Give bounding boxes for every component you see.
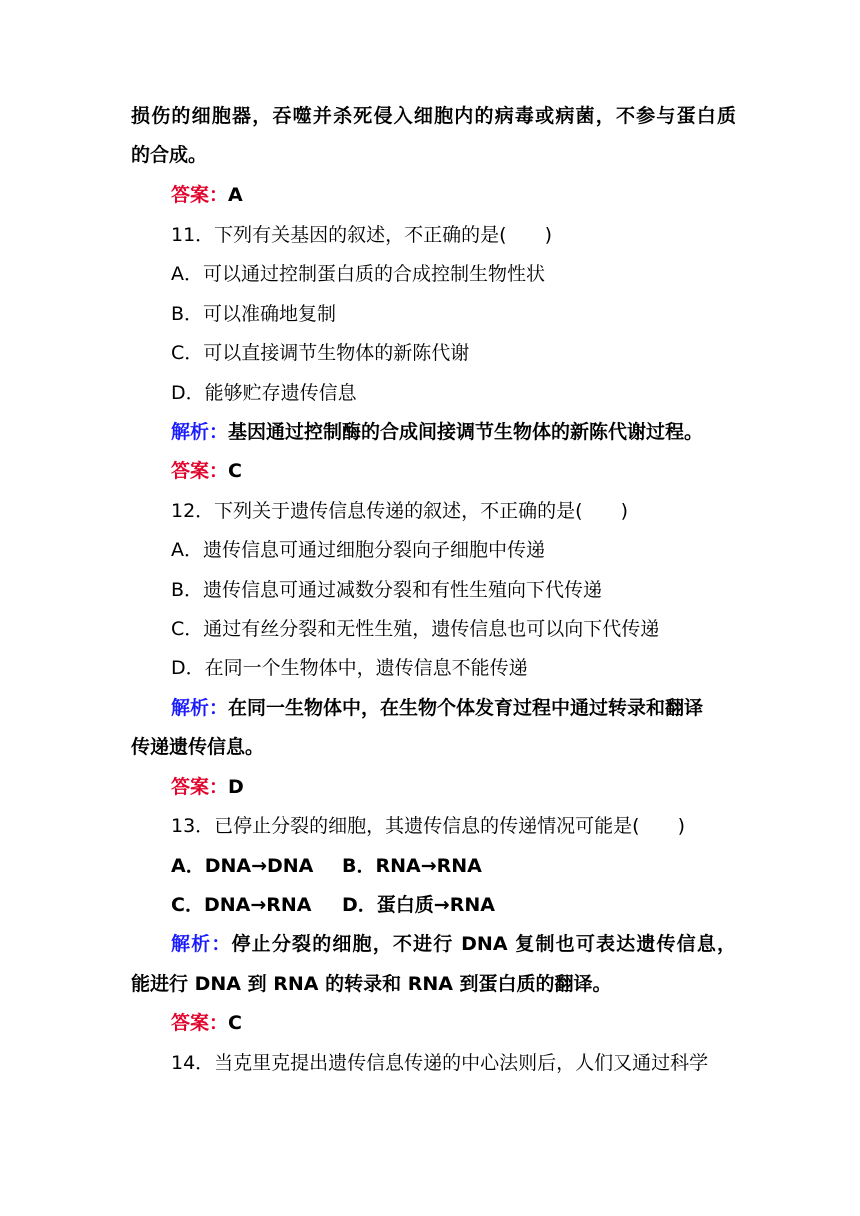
intro-line-2: 的合成。: [131, 144, 208, 166]
analysis-text: 在同一生物体中，在生物个体发育过程中通过转录和翻译: [228, 697, 704, 719]
question-13-option-b: B．RNA→RNA: [342, 855, 482, 877]
question-14-stem: 14．当克里克提出遗传信息传递的中心法则后，人们又通过科学: [171, 1052, 709, 1074]
analysis-label: 解析：: [171, 697, 229, 719]
question-13-analysis-line-1: [171, 931, 736, 957]
question-12-answer: [171, 774, 736, 800]
answer-value: A: [228, 184, 243, 206]
analysis-text: 停止分裂的细胞，不进行 DNA 复制也可表达遗传信息，: [231, 933, 736, 955]
question-12-stem: 12．下列关于遗传信息传递的叙述，不正确的是( ): [171, 500, 629, 522]
question-13-analysis-line-2: 能进行 DNA 到 RNA 的转录和 RNA 到蛋白质的翻译。: [131, 973, 612, 995]
question-12-option-a: A．遗传信息可通过细胞分裂向子细胞中传递: [171, 539, 545, 561]
question-11-option-d: D．能够贮存遗传信息: [171, 382, 357, 404]
answer-value: C: [228, 460, 242, 482]
question-12-option-c: C．通过有丝分裂和无性生殖，遗传信息也可以向下代传递: [171, 618, 660, 640]
analysis-label: 解析：: [171, 933, 232, 955]
intro-answer: [171, 182, 736, 208]
question-12-analysis-line-2: 传递遗传信息。: [131, 736, 265, 758]
intro-line-1: 损伤的细胞器，吞噬并杀死侵入细胞内的病毒或病菌，不参与蛋白质: [131, 105, 736, 127]
question-11-answer: [171, 458, 736, 484]
answer-label: 答案：: [171, 1012, 229, 1034]
question-13-option-c: C．DNA→RNA: [171, 894, 312, 916]
question-12-analysis-line-1: [171, 695, 736, 721]
question-13-answer: [171, 1010, 736, 1036]
answer-label: 答案：: [171, 460, 229, 482]
question-13-option-d: D．蛋白质→RNA: [342, 894, 495, 916]
answer-label: 答案：: [171, 776, 229, 798]
question-13-options-ab: [171, 853, 736, 879]
question-11-analysis: [171, 419, 736, 445]
question-12-option-b: B．遗传信息可通过减数分裂和有性生殖向下代传递: [171, 579, 603, 601]
answer-value: C: [228, 1012, 242, 1034]
question-11-option-a: A．可以通过控制蛋白质的合成控制生物性状: [171, 263, 545, 285]
analysis-label: 解析：: [171, 421, 229, 443]
answer-value: D: [228, 776, 244, 798]
question-11-option-c: C．可以直接调节生物体的新陈代谢: [171, 342, 470, 364]
question-13-options-cd: [171, 892, 736, 918]
question-13-option-a: A．DNA→DNA: [171, 855, 314, 877]
question-12-option-d: D．在同一个生物体中，遗传信息不能传递: [171, 657, 528, 679]
question-13-stem: 13．已停止分裂的细胞，其遗传信息的传递情况可能是( ): [171, 815, 686, 837]
question-11-option-b: B．可以准确地复制: [171, 303, 337, 325]
question-11-stem: 11．下列有关基因的叙述，不正确的是( ): [171, 224, 553, 246]
answer-label: 答案：: [171, 184, 229, 206]
analysis-text: 基因通过控制酶的合成间接调节生物体的新陈代谢过程。: [228, 421, 704, 443]
